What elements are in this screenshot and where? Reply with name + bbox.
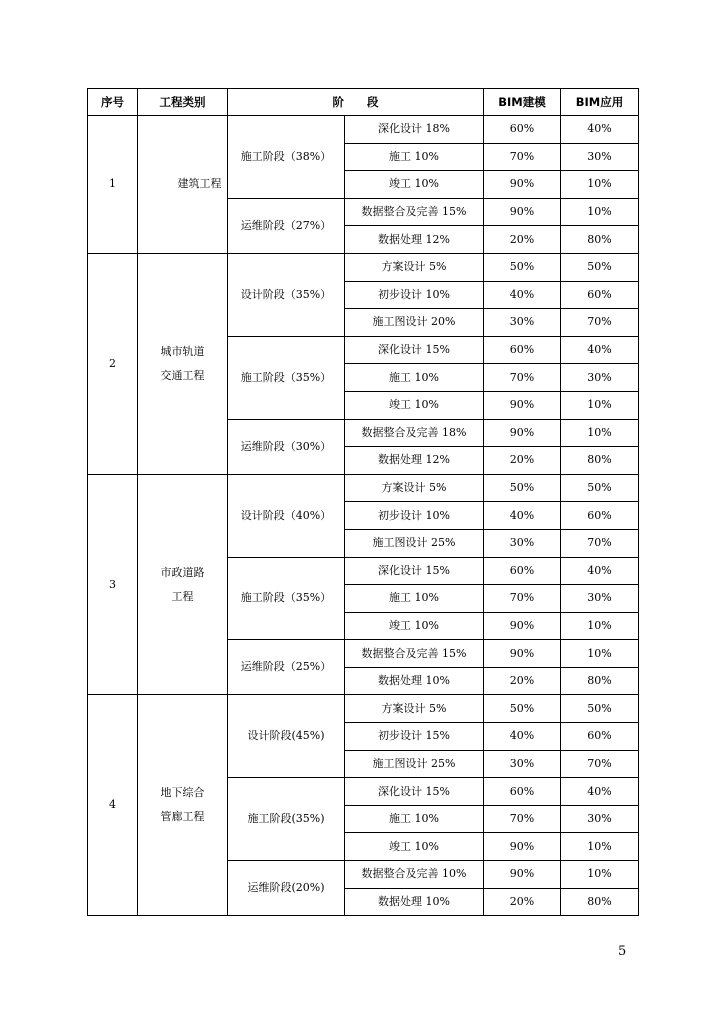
sub-stage: 施工图设计 25% [345,529,484,557]
bim-apply-percent: 10% [561,391,639,419]
bim-build-percent: 70% [484,805,561,833]
sub-stage: 施工图设计 25% [345,750,484,778]
bim-apply-percent: 80% [561,667,639,695]
sub-stage: 方案设计 5% [345,695,484,723]
project-index: 1 [88,116,138,254]
bim-fee-table [87,88,639,916]
table-header-row [88,89,639,116]
project-category-line: 管廊工程 [160,810,205,824]
bim-build-percent: 40% [484,723,561,751]
phase-name: 设计阶段（35%） [228,253,345,336]
bim-build-percent: 20% [484,667,561,695]
bim-build-percent: 70% [484,143,561,171]
bim-apply-percent: 10% [561,198,639,226]
bim-build-percent: 20% [484,888,561,916]
bim-build-percent: 70% [484,585,561,613]
phase-name: 运维阶段（30%） [228,419,345,474]
sub-stage: 方案设计 5% [345,253,484,281]
sub-stage: 初步设计 10% [345,281,484,309]
bim-apply-percent: 60% [561,502,639,530]
sub-stage: 深化设计 15% [345,778,484,806]
header-index: 序号 [88,89,138,116]
phase-name: 设计阶段(45%) [228,695,345,778]
bim-build-percent: 50% [484,474,561,502]
bim-build-percent: 60% [484,336,561,364]
bim-apply-percent: 50% [561,695,639,723]
header-stage: 阶 段 [228,89,484,116]
project-index: 3 [88,474,138,695]
table-row [88,116,639,144]
bim-build-percent: 90% [484,198,561,226]
bim-apply-percent: 10% [561,612,639,640]
sub-stage: 方案设计 5% [345,474,484,502]
project-category [138,695,228,916]
sub-stage: 初步设计 10% [345,502,484,530]
project-index: 4 [88,695,138,916]
bim-build-percent: 60% [484,557,561,585]
sub-stage: 深化设计 15% [345,557,484,585]
bim-apply-percent: 10% [561,171,639,199]
bim-apply-percent: 10% [561,861,639,889]
phase-name: 施工阶段（35%） [228,557,345,640]
header-category: 工程类别 [138,89,228,116]
table-body [88,116,639,916]
sub-stage: 数据整合及完善 15% [345,640,484,668]
bim-build-percent: 90% [484,861,561,889]
sub-stage: 数据处理 10% [345,888,484,916]
bim-apply-percent: 10% [561,833,639,861]
phase-name: 施工阶段(35%) [228,778,345,861]
bim-apply-percent: 10% [561,640,639,668]
bim-apply-percent: 80% [561,888,639,916]
bim-apply-percent: 30% [561,143,639,171]
bim-apply-percent: 30% [561,364,639,392]
bim-build-percent: 90% [484,833,561,861]
bim-build-percent: 90% [484,640,561,668]
bim-apply-percent: 70% [561,750,639,778]
sub-stage: 施工 10% [345,143,484,171]
bim-build-percent: 60% [484,778,561,806]
bim-apply-percent: 70% [561,529,639,557]
bim-build-percent: 20% [484,447,561,475]
bim-apply-percent: 60% [561,281,639,309]
header-bim-apply: BIM应用 [561,89,639,116]
sub-stage: 竣工 10% [345,171,484,199]
project-category-line: 城市轨道 [160,344,205,358]
bim-apply-percent: 50% [561,253,639,281]
bim-apply-percent: 30% [561,805,639,833]
bim-apply-percent: 30% [561,585,639,613]
project-category-line: 工程 [171,589,194,603]
phase-name: 运维阶段（25%） [228,640,345,695]
project-index: 2 [88,253,138,474]
project-category-line: 市政道路 [160,565,205,579]
bim-build-percent: 50% [484,695,561,723]
sub-stage: 竣工 10% [345,612,484,640]
bim-apply-percent: 40% [561,336,639,364]
bim-build-percent: 60% [484,116,561,144]
bim-build-percent: 20% [484,226,561,254]
bim-apply-percent: 40% [561,557,639,585]
header-bim-build: BIM建模 [484,89,561,116]
project-category-line: 交通工程 [160,368,205,382]
phase-name: 设计阶段（40%） [228,474,345,557]
sub-stage: 深化设计 18% [345,116,484,144]
sub-stage: 竣工 10% [345,833,484,861]
bim-build-percent: 40% [484,502,561,530]
sub-stage: 施工 10% [345,364,484,392]
bim-apply-percent: 50% [561,474,639,502]
sub-stage: 深化设计 15% [345,336,484,364]
sub-stage: 数据整合及完善 15% [345,198,484,226]
project-category-line: 建筑工程 [177,177,222,191]
sub-stage: 施工 10% [345,805,484,833]
table-row [88,474,639,502]
bim-apply-percent: 10% [561,419,639,447]
sub-stage: 施工图设计 20% [345,309,484,337]
sub-stage: 数据处理 12% [345,226,484,254]
bim-apply-percent: 60% [561,723,639,751]
project-category [138,253,228,474]
bim-build-percent: 30% [484,529,561,557]
phase-name: 运维阶段（27%） [228,198,345,253]
bim-build-percent: 50% [484,253,561,281]
bim-build-percent: 90% [484,171,561,199]
table-row [88,253,639,281]
bim-build-percent: 90% [484,391,561,419]
table-row [88,695,639,723]
sub-stage: 数据整合及完善 10% [345,861,484,889]
phase-name: 运维阶段(20%) [228,861,345,916]
phase-name: 施工阶段（38%） [228,116,345,199]
project-category-line: 地下综合 [160,786,205,800]
sub-stage: 施工 10% [345,585,484,613]
bim-apply-percent: 80% [561,226,639,254]
sub-stage: 初步设计 15% [345,723,484,751]
sub-stage: 竣工 10% [345,391,484,419]
bim-build-percent: 90% [484,612,561,640]
bim-apply-percent: 80% [561,447,639,475]
bim-apply-percent: 40% [561,116,639,144]
bim-build-percent: 30% [484,750,561,778]
sub-stage: 数据整合及完善 18% [345,419,484,447]
page-number: 5 [618,944,627,959]
bim-build-percent: 40% [484,281,561,309]
bim-build-percent: 70% [484,364,561,392]
bim-apply-percent: 70% [561,309,639,337]
sub-stage: 数据处理 12% [345,447,484,475]
project-category [138,474,228,695]
bim-apply-percent: 40% [561,778,639,806]
sub-stage: 数据处理 10% [345,667,484,695]
phase-name: 施工阶段（35%） [228,336,345,419]
bim-build-percent: 30% [484,309,561,337]
bim-build-percent: 90% [484,419,561,447]
project-category [138,116,228,254]
